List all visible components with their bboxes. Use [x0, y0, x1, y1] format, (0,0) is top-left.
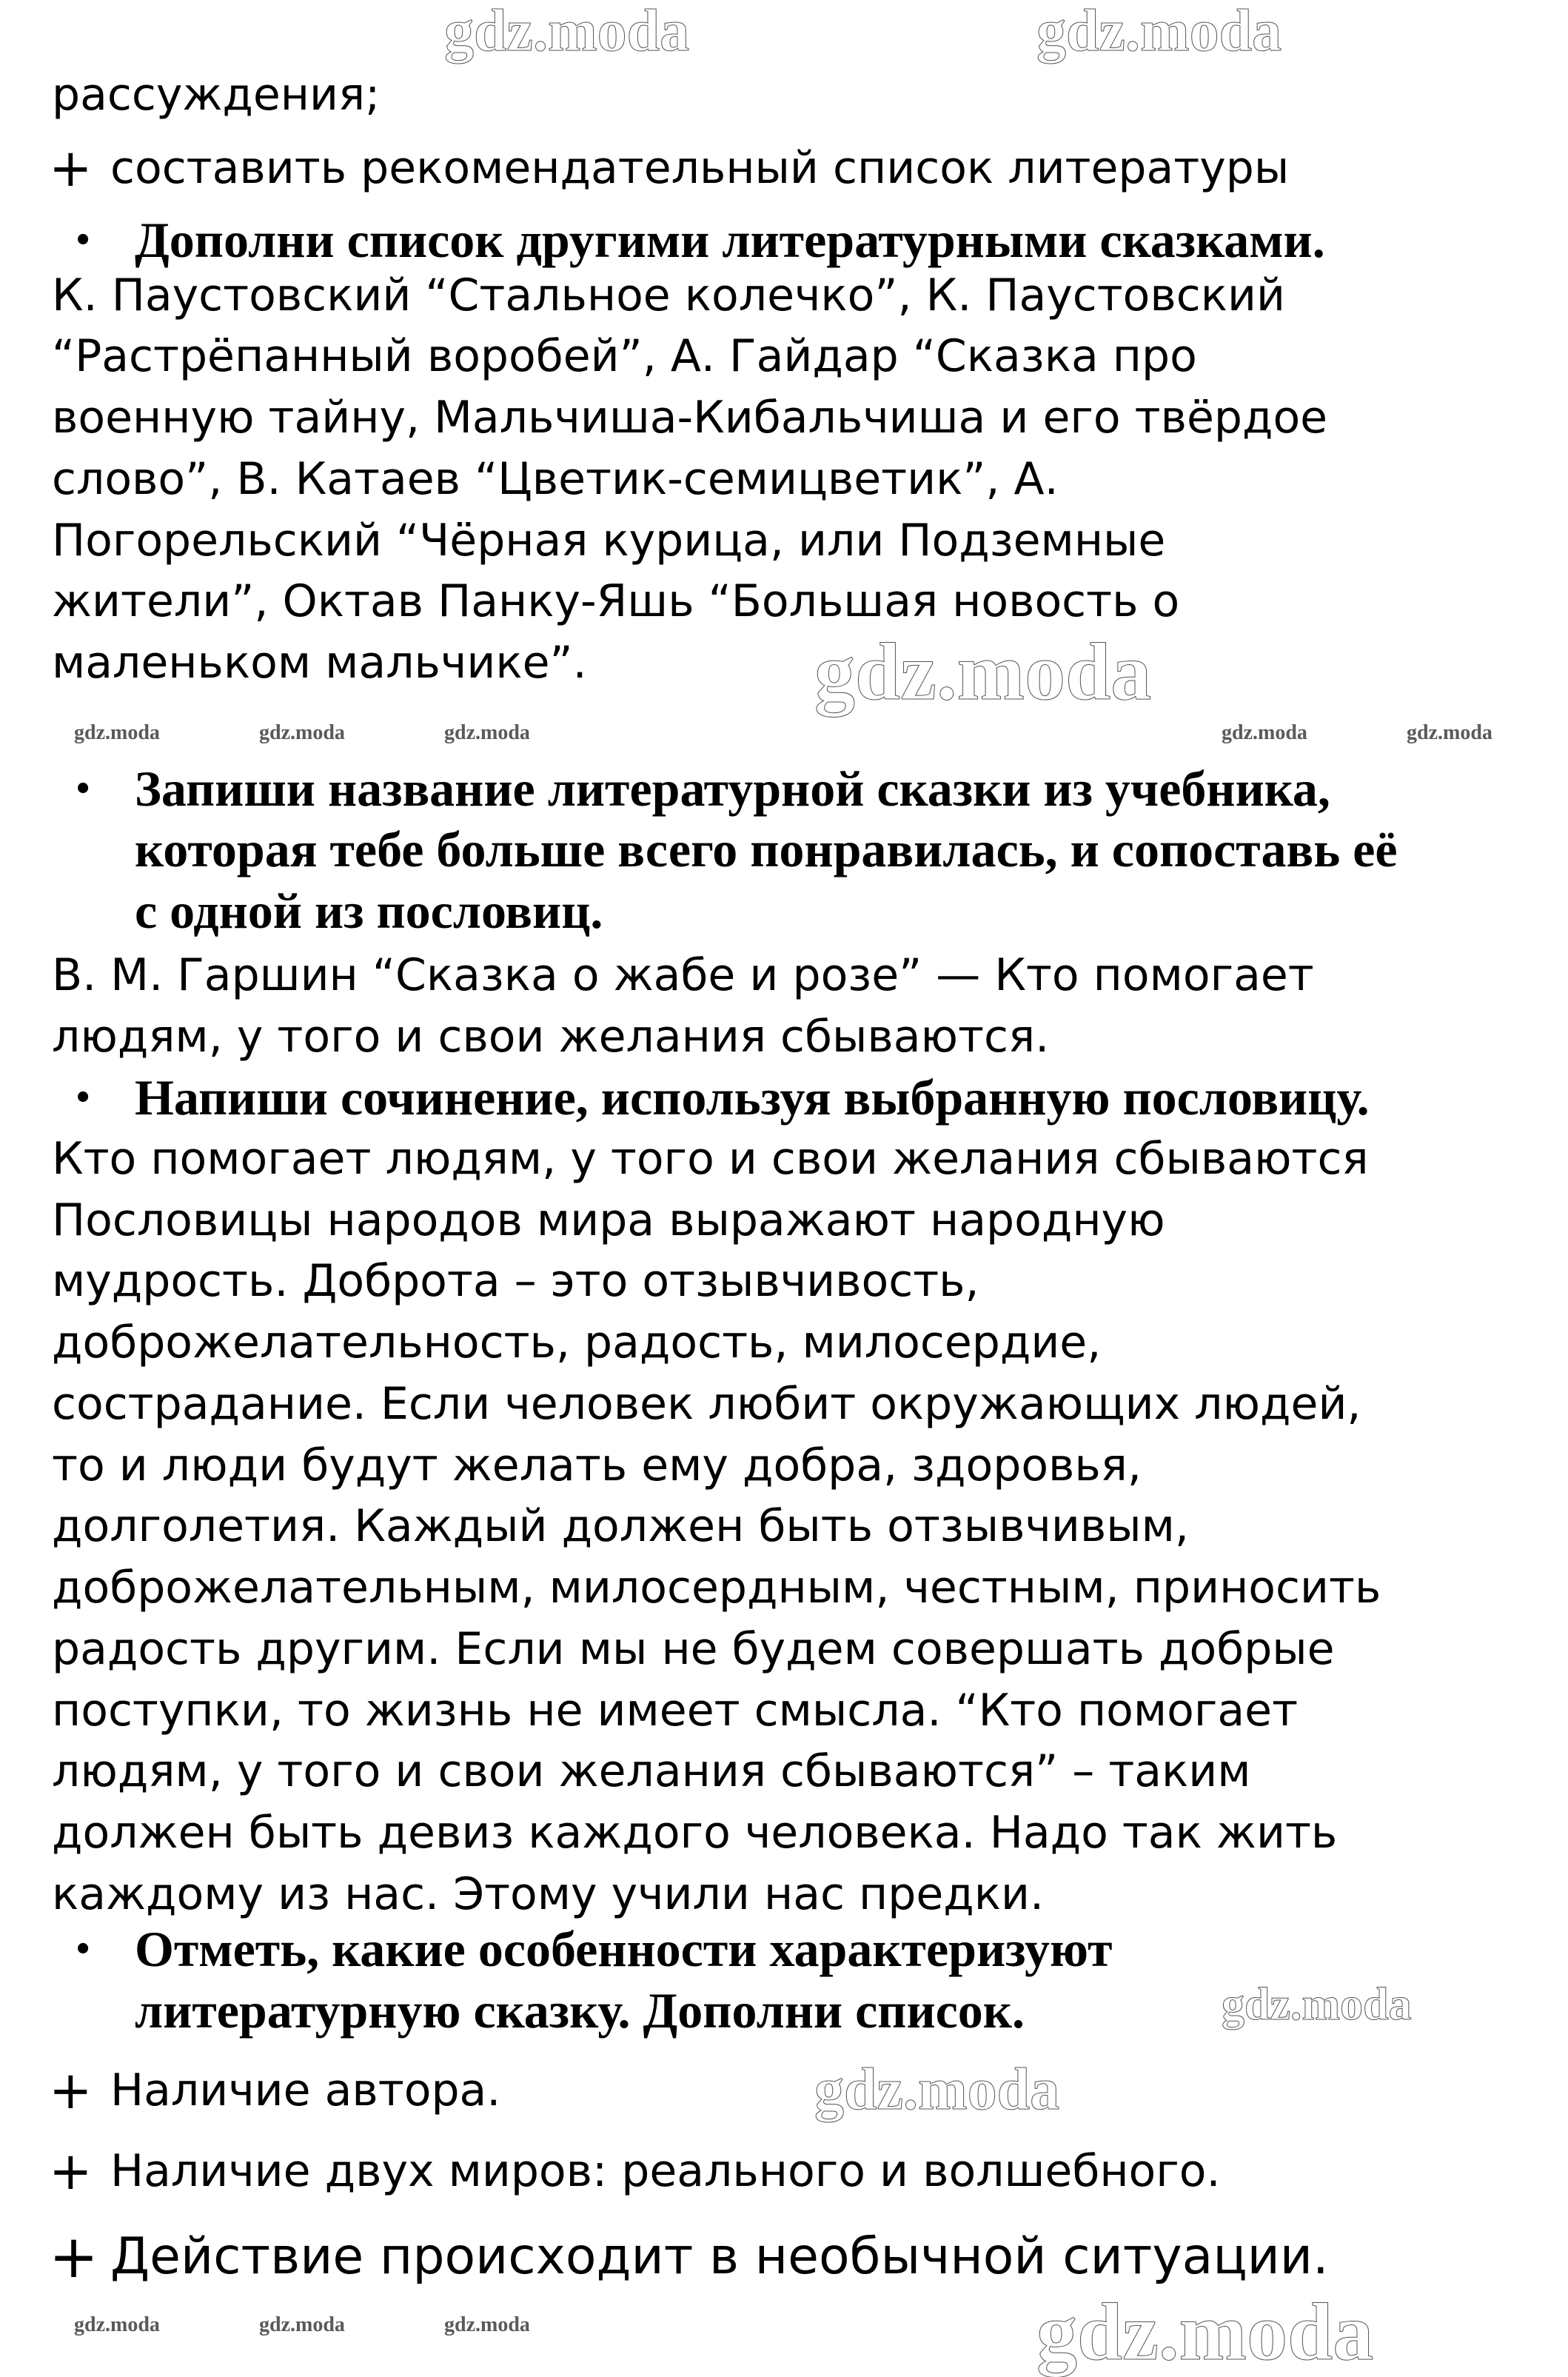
- essay-line: Пословицы народов мира выражают народную: [52, 1194, 1165, 1246]
- plus-icon: +: [49, 138, 93, 198]
- answer-line: “Растрёпанный воробей”, А. Гайдар “Сказка про: [52, 330, 1197, 382]
- watermark: gdz.moda: [444, 721, 530, 744]
- task-heading: Отметь, какие особенности характеризуют: [135, 1921, 1113, 1977]
- plus-icon: +: [49, 2060, 93, 2121]
- list-item: Наличие двух миров: реального и волшебного.: [110, 2145, 1221, 2197]
- task-heading: Дополни список другими литературными сказками.: [135, 212, 1325, 268]
- list-item: Действие происходит в необычной ситуации.: [110, 2227, 1329, 2286]
- watermark: gdz.moda: [259, 721, 345, 744]
- essay-line: долголетия. Каждый должен быть отзывчивым,: [52, 1500, 1189, 1552]
- list-item: составить рекомендательный список литературы: [110, 142, 1290, 194]
- task-heading: литературную сказку. Дополни список.: [135, 1982, 1025, 2039]
- watermark: gdz.moda: [1036, 0, 1282, 64]
- essay-line: сострадание. Если человек любит окружающих людей,: [52, 1378, 1361, 1430]
- answer-line: В. М. Гаршин “Сказка о жабе и розе” — Кто помогает: [52, 949, 1314, 1001]
- answer-line: людям, у того и свои желания сбываются.: [52, 1011, 1050, 1063]
- essay-line: должен быть девиз каждого человека. Надо так жить: [52, 1807, 1338, 1859]
- bullet-icon: •: [76, 218, 90, 261]
- answer-line: маленьком мальчике”.: [52, 637, 587, 689]
- essay-line: то и люди будут желать ему добра, здоровья,: [52, 1440, 1142, 1491]
- watermark: gdz.moda: [259, 2313, 345, 2336]
- plus-icon: +: [49, 2141, 93, 2202]
- task-heading: которая тебе больше всего понравилась, и сопоставь её: [135, 821, 1398, 877]
- watermark: gdz.moda: [814, 2057, 1060, 2122]
- intro-line: рассуждения;: [52, 69, 381, 121]
- answer-line: слово”, В. Катаев “Цветик-семицветик”, А.: [52, 453, 1059, 505]
- watermark: gdz.moda: [1407, 721, 1492, 744]
- list-item: Наличие автора.: [110, 2065, 501, 2116]
- watermark: gdz.moda: [74, 721, 160, 744]
- answer-line: военную тайну, Мальчиша-Кибальчиша и его твёрдое: [52, 392, 1328, 444]
- watermark: gdz.moda: [1222, 1979, 1412, 2030]
- task-heading: Запиши название литературной сказки из учебника,: [135, 760, 1330, 817]
- watermark: gdz.moda: [444, 0, 690, 64]
- watermark: gdz.moda: [1036, 2287, 1374, 2377]
- essay-line: доброжелательным, милосердным, честным, приносить: [52, 1562, 1381, 1614]
- essay-line: поступки, то жизнь не имеет смысла. “Кто помогает: [52, 1685, 1299, 1736]
- plus-icon: +: [49, 2222, 99, 2291]
- bullet-icon: •: [76, 767, 90, 809]
- watermark: gdz.moda: [444, 2313, 530, 2336]
- essay-line: радость другим. Если мы не будем совершать добрые: [52, 1623, 1335, 1675]
- bullet-icon: •: [76, 1076, 90, 1118]
- answer-line: Погорельский “Чёрная курица, или Подземные: [52, 515, 1166, 566]
- task-heading: с одной из пословиц.: [135, 883, 603, 939]
- watermark: gdz.moda: [814, 626, 1152, 717]
- answer-line: К. Паустовский “Стальное колечко”, К. Паустовский: [52, 270, 1285, 321]
- essay-line: Кто помогает людям, у того и свои желания сбываются: [52, 1133, 1369, 1185]
- watermark: gdz.moda: [74, 2313, 160, 2336]
- essay-line: доброжелательность, радость, милосердие,: [52, 1317, 1102, 1368]
- essay-line: мудрость. Доброта – это отзывчивость,: [52, 1255, 979, 1307]
- essay-line: людям, у того и свои желания сбываются” – таким: [52, 1745, 1251, 1797]
- bullet-icon: •: [76, 1928, 90, 1970]
- essay-line: каждому из нас. Этому учили нас предки.: [52, 1868, 1045, 1920]
- watermark: gdz.moda: [1222, 721, 1307, 744]
- task-heading: Напиши сочинение, используя выбранную пословицу.: [135, 1069, 1370, 1126]
- answer-line: жители”, Октав Панку-Яшь “Большая новость о: [52, 575, 1180, 627]
